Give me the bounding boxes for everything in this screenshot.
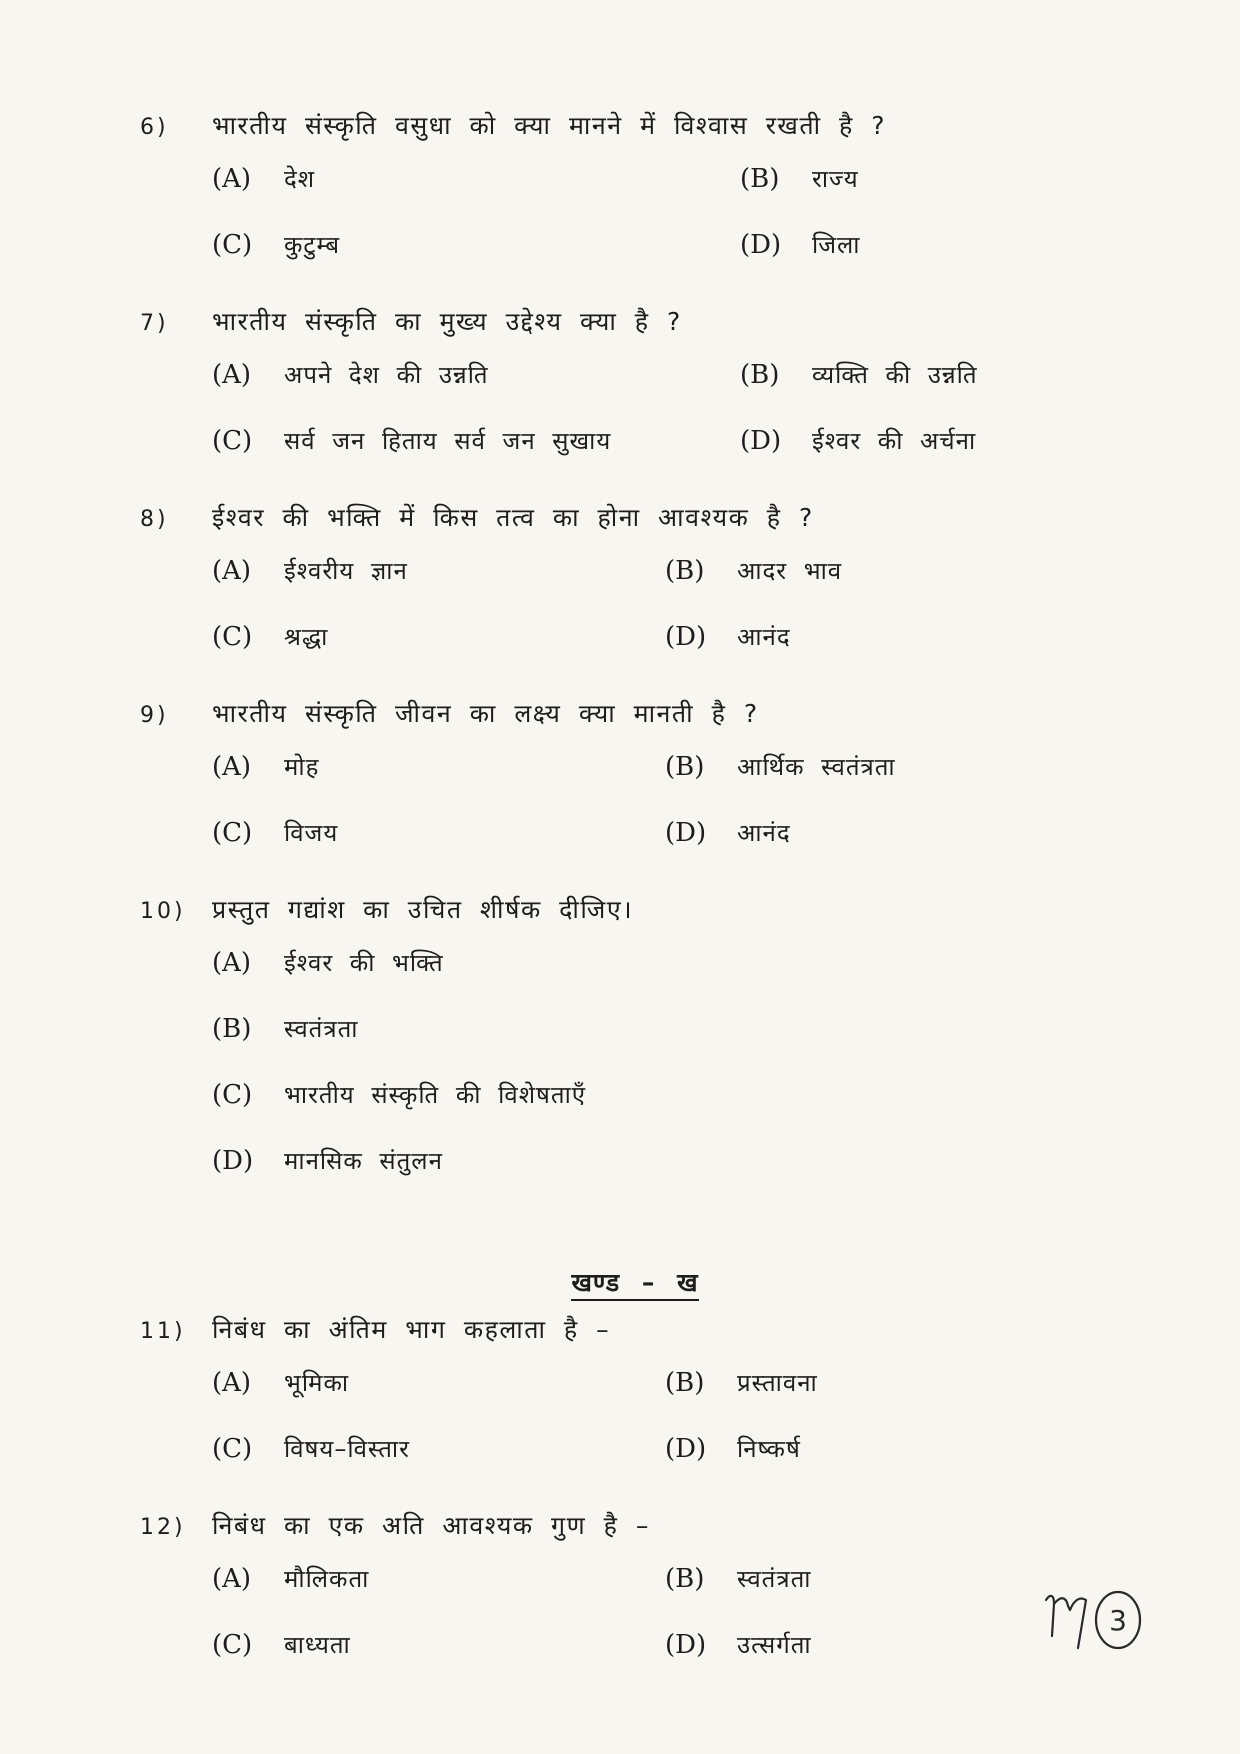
option-a	[212, 358, 489, 391]
option-row	[140, 1130, 1140, 1196]
option-b	[665, 1366, 818, 1399]
option-letter: (B)	[665, 1564, 705, 1594]
option-a	[212, 1562, 369, 1595]
option-letter: (A)	[212, 556, 252, 586]
option-d	[740, 424, 976, 457]
option-letter: (A)	[212, 948, 252, 978]
option-text: श्रद्धा	[284, 623, 329, 651]
question-number: 10)	[140, 899, 186, 924]
option-c	[212, 1078, 586, 1111]
question-line	[140, 108, 1140, 148]
question-text: भारतीय संस्कृति वसुधा को क्या मानने में विश्वास रखती है ?	[212, 111, 887, 140]
question-line	[140, 696, 1140, 736]
option-letter: (C)	[212, 1630, 253, 1660]
option-row	[140, 998, 1140, 1064]
question-11	[140, 1312, 1140, 1484]
option-d	[740, 228, 861, 261]
option-text: अपने देश की उन्नति	[284, 361, 489, 389]
option-c	[212, 816, 338, 849]
option-text: निष्कर्ष	[737, 1435, 801, 1463]
option-letter: (B)	[212, 1014, 252, 1044]
option-row	[140, 1548, 1140, 1614]
option-text: आर्थिक स्वतंत्रता	[737, 753, 896, 781]
question-text: प्रस्तुत गद्यांश का उचित शीर्षक दीजिए।	[212, 895, 634, 924]
handwritten-page-mark	[1040, 1580, 1150, 1660]
option-d	[665, 816, 791, 849]
option-d	[665, 1432, 801, 1465]
option-a	[212, 162, 315, 195]
option-text: भारतीय संस्कृति की विशेषताएँ	[284, 1081, 587, 1109]
section-title: खण्ड – ख	[571, 1268, 698, 1301]
option-c	[212, 1628, 351, 1661]
option-row	[140, 148, 1140, 214]
option-a	[212, 1366, 349, 1399]
option-text: व्यक्ति की उन्नति	[812, 361, 978, 389]
option-c	[212, 424, 611, 457]
option-text: स्वतंत्रता	[737, 1565, 812, 1593]
option-letter: (C)	[212, 622, 253, 652]
question-text: भारतीय संस्कृति का मुख्य उद्देश्य क्या है ?	[212, 307, 682, 336]
option-c	[212, 228, 340, 261]
option-text: ईश्वरीय ज्ञान	[284, 557, 408, 585]
option-letter: (A)	[212, 1368, 252, 1398]
option-row	[140, 1418, 1140, 1484]
option-letter: (B)	[665, 1368, 705, 1398]
option-text: आनंद	[737, 819, 791, 847]
question-6	[140, 108, 1140, 280]
question-number: 8)	[140, 507, 169, 532]
question-line	[140, 304, 1140, 344]
option-row	[140, 932, 1140, 998]
question-text: निबंध का अंतिम भाग कहलाता है –	[212, 1315, 611, 1344]
option-row	[140, 214, 1140, 280]
option-b	[665, 750, 896, 783]
question-9	[140, 696, 1140, 868]
option-row	[140, 606, 1140, 672]
option-letter: (B)	[665, 752, 705, 782]
option-letter: (D)	[665, 1630, 707, 1660]
option-text: जिला	[812, 231, 861, 259]
option-d	[665, 620, 791, 653]
option-letter: (C)	[212, 1080, 253, 1110]
question-number: 11)	[140, 1319, 186, 1344]
option-row	[140, 1064, 1140, 1130]
option-letter: (D)	[212, 1146, 254, 1176]
option-text: ईश्वर की भक्ति	[284, 949, 444, 977]
option-letter: (A)	[212, 164, 252, 194]
option-letter: (D)	[740, 426, 782, 456]
page-number: 3	[1109, 1604, 1127, 1637]
option-text: बाध्यता	[284, 1631, 351, 1659]
question-line	[140, 892, 1140, 932]
question-10	[140, 892, 1140, 1196]
option-d	[665, 1628, 812, 1661]
option-a	[212, 750, 319, 783]
option-text: उत्सर्गता	[737, 1631, 812, 1659]
option-b	[212, 1012, 359, 1045]
option-text: मोह	[284, 753, 320, 781]
option-a	[212, 554, 408, 587]
question-line	[140, 1312, 1140, 1352]
option-row	[140, 540, 1140, 606]
question-7	[140, 304, 1140, 476]
option-letter: (D)	[665, 1434, 707, 1464]
option-letter: (A)	[212, 360, 252, 390]
option-text: देश	[284, 165, 316, 193]
option-text: आदर भाव	[737, 557, 843, 585]
option-text: कुटुम्ब	[284, 231, 341, 259]
option-text: प्रस्तावना	[737, 1369, 818, 1397]
option-b	[740, 162, 859, 195]
question-number: 6)	[140, 115, 169, 140]
option-c	[212, 620, 328, 653]
option-letter: (C)	[212, 1434, 253, 1464]
option-text: ईश्वर की अर्चना	[812, 427, 977, 455]
option-row	[140, 1614, 1140, 1680]
question-8	[140, 500, 1140, 672]
question-12	[140, 1508, 1140, 1680]
option-letter: (A)	[212, 1564, 252, 1594]
option-text: मौलिकता	[284, 1565, 370, 1593]
question-text: भारतीय संस्कृति जीवन का लक्ष्य क्या मानती है ?	[212, 699, 759, 728]
question-text: ईश्वर की भक्ति में किस तत्व का होना आवश्यक है ?	[212, 503, 814, 532]
option-row	[140, 344, 1140, 410]
option-text: विषय–विस्तार	[284, 1435, 410, 1463]
section-heading	[0, 1265, 1240, 1299]
option-b	[665, 554, 842, 587]
question-line	[140, 500, 1140, 540]
option-b	[740, 358, 978, 391]
option-letter: (A)	[212, 752, 252, 782]
question-line	[140, 1508, 1140, 1548]
option-letter: (C)	[212, 818, 253, 848]
option-row	[140, 736, 1140, 802]
option-text: राज्य	[812, 165, 859, 193]
option-letter: (D)	[740, 230, 782, 260]
option-letter: (B)	[665, 556, 705, 586]
option-text: विजय	[284, 819, 339, 847]
option-letter: (D)	[665, 622, 707, 652]
question-number: 12)	[140, 1515, 186, 1540]
question-number: 9)	[140, 703, 169, 728]
question-text: निबंध का एक अति आवश्यक गुण है –	[212, 1511, 650, 1540]
option-row	[140, 410, 1140, 476]
option-row	[140, 802, 1140, 868]
option-b	[665, 1562, 812, 1595]
option-letter: (C)	[212, 426, 253, 456]
option-text: भूमिका	[284, 1369, 350, 1397]
option-d	[212, 1144, 443, 1177]
option-letter: (D)	[665, 818, 707, 848]
option-c	[212, 1432, 410, 1465]
option-row	[140, 1352, 1140, 1418]
option-text: स्वतंत्रता	[284, 1015, 359, 1043]
option-a	[212, 946, 444, 979]
option-letter: (B)	[740, 164, 780, 194]
option-letter: (C)	[212, 230, 253, 260]
option-text: आनंद	[737, 623, 791, 651]
option-text: सर्व जन हिताय सर्व जन सुखाय	[284, 427, 612, 455]
question-number: 7)	[140, 311, 169, 336]
option-text: मानसिक संतुलन	[284, 1147, 443, 1175]
option-letter: (B)	[740, 360, 780, 390]
